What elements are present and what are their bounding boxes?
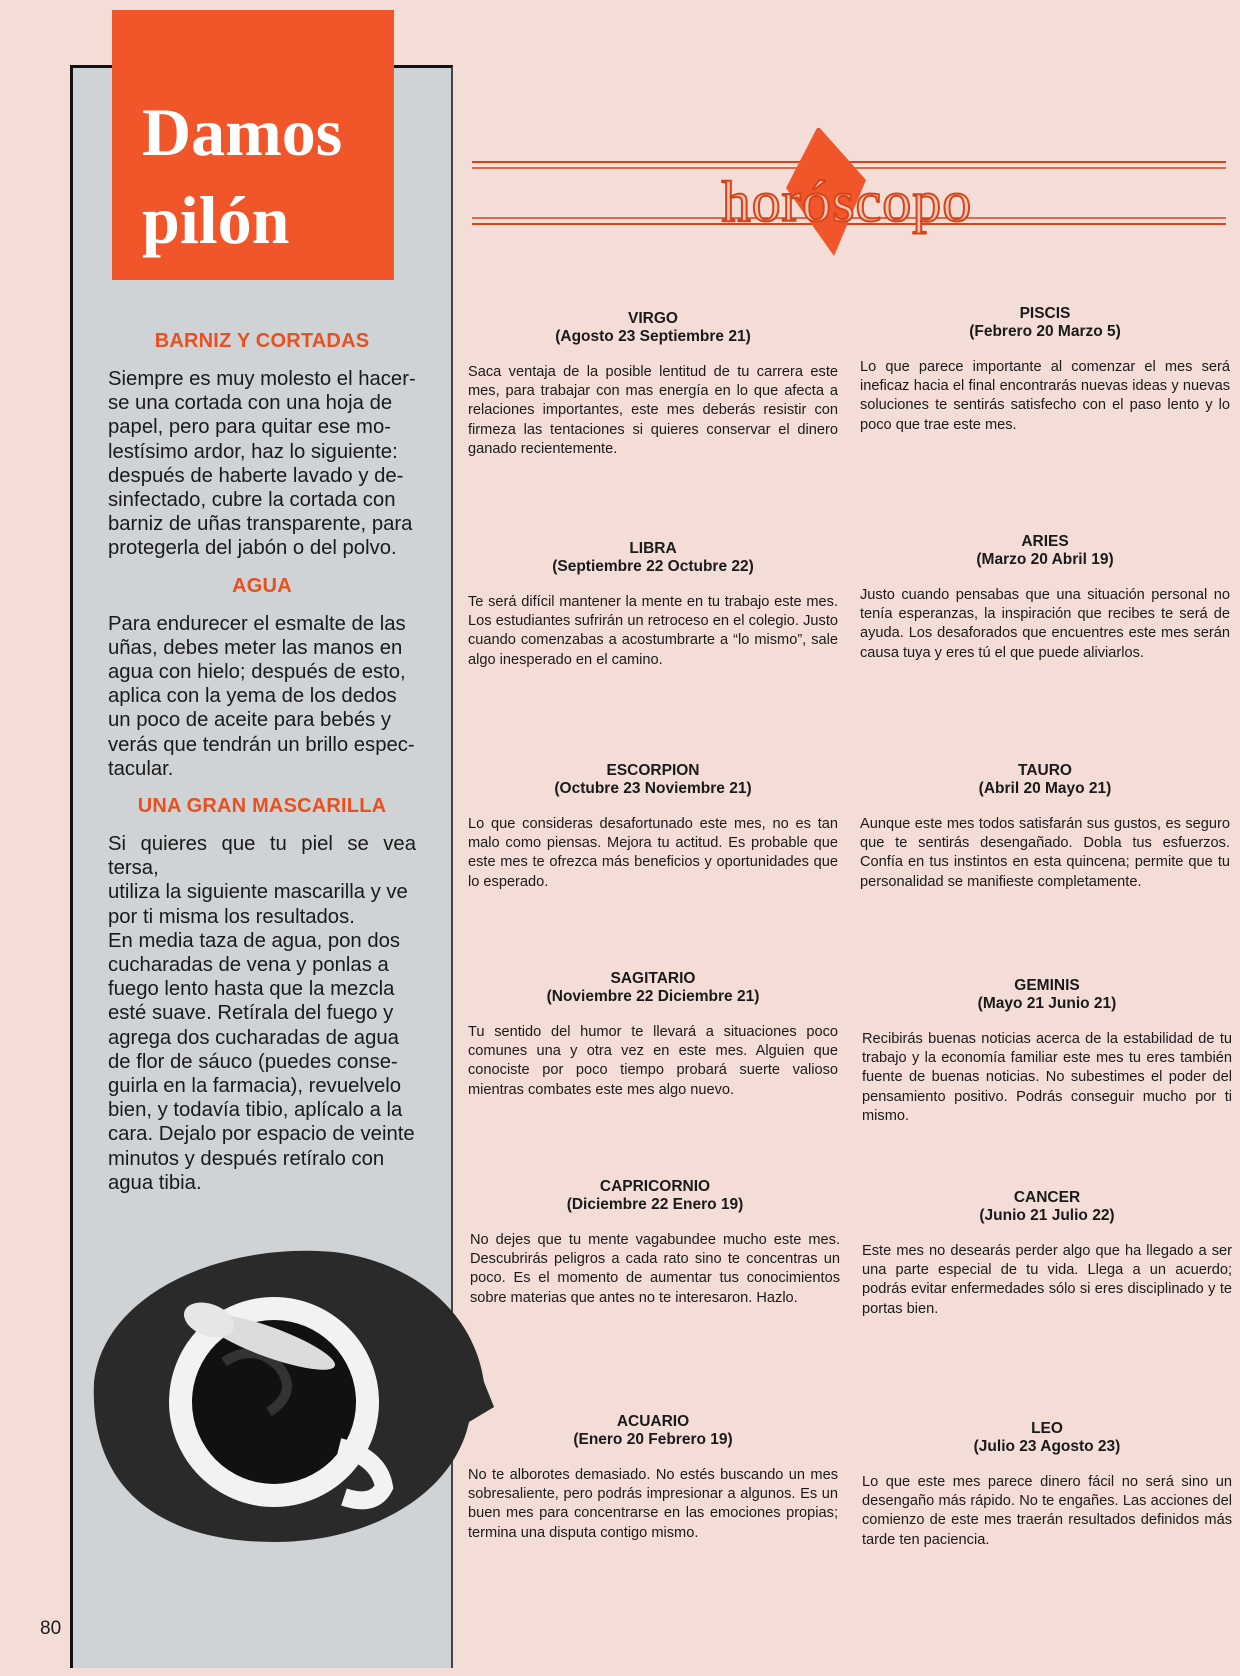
horoscope-title: horóscopo <box>721 169 973 234</box>
sign-text: Lo que este mes parece dinero fácil no será sino un desengaño más rápido. No te engañes. Las acciones del comienzo de este mes traerán resultados definidos más tarde ten paciencia. <box>862 1474 1232 1548</box>
sign-libra <box>468 540 838 670</box>
sidebar-title <box>112 10 394 280</box>
sign-text: No te alborotes demasiado. No estés buscando un mes sobresaliente, pero podrás impresionar a algunos. Es un buen mes para concentrarse en las emociones propias; termina una disputa contigo mismo. <box>468 1467 838 1541</box>
horoscope-header <box>466 128 1228 268</box>
sign-dates: (Marzo 20 Abril 19) <box>976 551 1114 568</box>
page-number: 80 <box>40 1618 62 1639</box>
sign-piscis <box>860 305 1230 435</box>
sign-escorpion <box>468 762 838 892</box>
sidebar-content <box>108 330 416 1209</box>
sign-dates: (Noviembre 22 Diciembre 21) <box>546 988 760 1005</box>
sign-name: CANCER <box>1013 1189 1081 1206</box>
sign-acuario <box>468 1413 838 1543</box>
sign-text: Saca ventaja de la posible lentitud de tu carrera este mes, para trabajar con mas energía en lo que afecta a relaciones importantes, este mes deberás resistir con firmeza las tentaciones si quieres conservar el dinero ganado recientemente. <box>468 364 838 457</box>
sign-text: Recibirás buenas noticias acerca de la estabilidad de tu trabajo y la economía familiar este mes tu eres también fuente de buenas noticias. No subestimes el poder del pensamiento positivo. Podrás conseguir mucho por ti mismo. <box>862 1031 1232 1124</box>
sign-name: CAPRICORNIO <box>599 1178 711 1195</box>
sign-text: No dejes que tu mente vagabundee mucho este mes. Descubrirás peligros a cada rato sino te concentras un poco. Es el momento de aumentar tus conocimientos sobre materias que antes no te interesaron. Hazlo. <box>470 1232 840 1306</box>
sign-virgo <box>468 310 838 459</box>
sign-dates: (Abril 20 Mayo 21) <box>978 780 1112 797</box>
section-heading: AGUA <box>232 574 292 597</box>
sign-name: ARIES <box>1021 533 1069 550</box>
sign-name: VIRGO <box>628 310 678 327</box>
sign-dates: (Febrero 20 Marzo 5) <box>969 323 1121 340</box>
sign-dates: (Septiembre 22 Octubre 22) <box>552 558 754 575</box>
sign-leo <box>862 1420 1232 1550</box>
section-heading: BARNIZ Y CORTADAS <box>154 330 370 352</box>
sign-dates: (Julio 23 Agosto 23) <box>973 1438 1121 1455</box>
sign-name: GEMINIS <box>1014 977 1080 994</box>
sign-name: ESCORPION <box>606 762 700 779</box>
section-text: Si quieres que tu piel se vea tersa, utiliza la siguiente mascarilla y ve por ti misma los resultados. En media taza de agua, pon dos cucharadas de vena y ponlas a fuego lento hasta que la mezcla esté suave. Retírala del fuego y agrega dos cucharadas de agua de flor de sáuco (puedes conse- guirla en la farmacia), revuelvelo bien, y todavía tibio, aplícalo a la cara. Dejalo por espacio de veinte minutos y después retíralo con agua tibia. <box>108 833 416 1194</box>
sign-geminis <box>862 977 1232 1126</box>
sign-name: ACUARIO <box>616 1413 690 1430</box>
sign-text: Lo que consideras desafortunado este mes, no es tan malo como piensas. Mejora tu actitud. Es probable que este mes te ofrezca más beneficios y oportunidades que lo esperado. <box>468 816 838 890</box>
sign-text: Te será difícil mantener la mente en tu trabajo este mes. Los estudiantes sufrirán un retroceso en el colegio. Justo cuando comenzabas a acostumbrarte a “lo mismo”, sale algo inesperado en el camino. <box>468 594 838 668</box>
sign-dates: (Octubre 23 Noviembre 21) <box>554 780 752 797</box>
sign-text: Este mes no desearás perder algo que ha llegado a ser una parte especial de tu vida. Llega a un acuerdo; podrás evitar enfermedades sólo si eres disciplinado y te portas bien. <box>862 1243 1232 1317</box>
sign-dates: (Mayo 21 Junio 21) <box>977 995 1117 1012</box>
coffee-cup-photo <box>74 1232 494 1552</box>
sign-text: Justo cuando pensabas que una situación personal no tenía esperanzas, la inspiración que recibes te será de ayuda. Los desaforados que encuentres este mes serán causa tuya y eres tú el que puede aliviarlos. <box>860 587 1230 661</box>
section-text: Siempre es muy molesto el hacer- se una cortada con una hoja de papel, pero para quitar ese mo- lestísimo ardor, haz lo siguiente: después de haberte lavado y de- sinfectado, cubre la cortada con barniz de uñas transparente, para protegerla del jabón o del polvo. <box>108 368 416 560</box>
sign-dates: (Junio 21 Julio 22) <box>979 1207 1115 1224</box>
sidebar-title-line2: pilón <box>142 182 290 258</box>
sign-cancer <box>862 1189 1232 1319</box>
sign-text: Aunque este mes todos satisfarán sus gustos, es seguro que te sentirás desengañado. Dobla tus esfuerzos. Confía en tus instintos en esta quincena; permite que tu personalidad se manifieste completamente. <box>860 816 1230 890</box>
sign-dates: (Agosto 23 Septiembre 21) <box>555 328 751 345</box>
sign-aries <box>860 533 1230 663</box>
sign-text: Lo que parece importante al comenzar el mes será ineficaz hacia el final encontrarás nuevas ideas y nuevas soluciones te sentirás satisfecho con el paso lento y lo poco que trae este mes. <box>860 359 1230 433</box>
sign-tauro <box>860 762 1230 892</box>
sign-dates: (Enero 20 Febrero 19) <box>573 1431 733 1448</box>
sign-name: PISCIS <box>1019 305 1071 322</box>
sign-name: LEO <box>1031 1420 1063 1437</box>
sign-name: LIBRA <box>629 540 677 557</box>
sign-name: SAGITARIO <box>610 970 696 987</box>
sign-dates: (Diciembre 22 Enero 19) <box>566 1196 744 1213</box>
section-heading: UNA GRAN MASCARILLA <box>137 795 387 818</box>
sidebar-title-line1: Damos <box>142 94 343 170</box>
sign-name: TAURO <box>1018 762 1072 779</box>
sign-text: Tu sentido del humor te llevará a situaciones poco comunes una y otra vez en este mes. Alguien que conociste por poco tiempo probará suerte valioso mientras combates este mes algo nuevo. <box>468 1024 838 1098</box>
sign-capricornio <box>470 1178 840 1308</box>
section-text: Para endurecer el esmalte de las uñas, debes meter las manos en agua con hielo; después de esto, aplica con la yema de los dedos un poco de aceite para bebés y verás que tendrán un brillo espec- tacular. <box>108 612 415 780</box>
sign-sagitario <box>468 970 838 1100</box>
